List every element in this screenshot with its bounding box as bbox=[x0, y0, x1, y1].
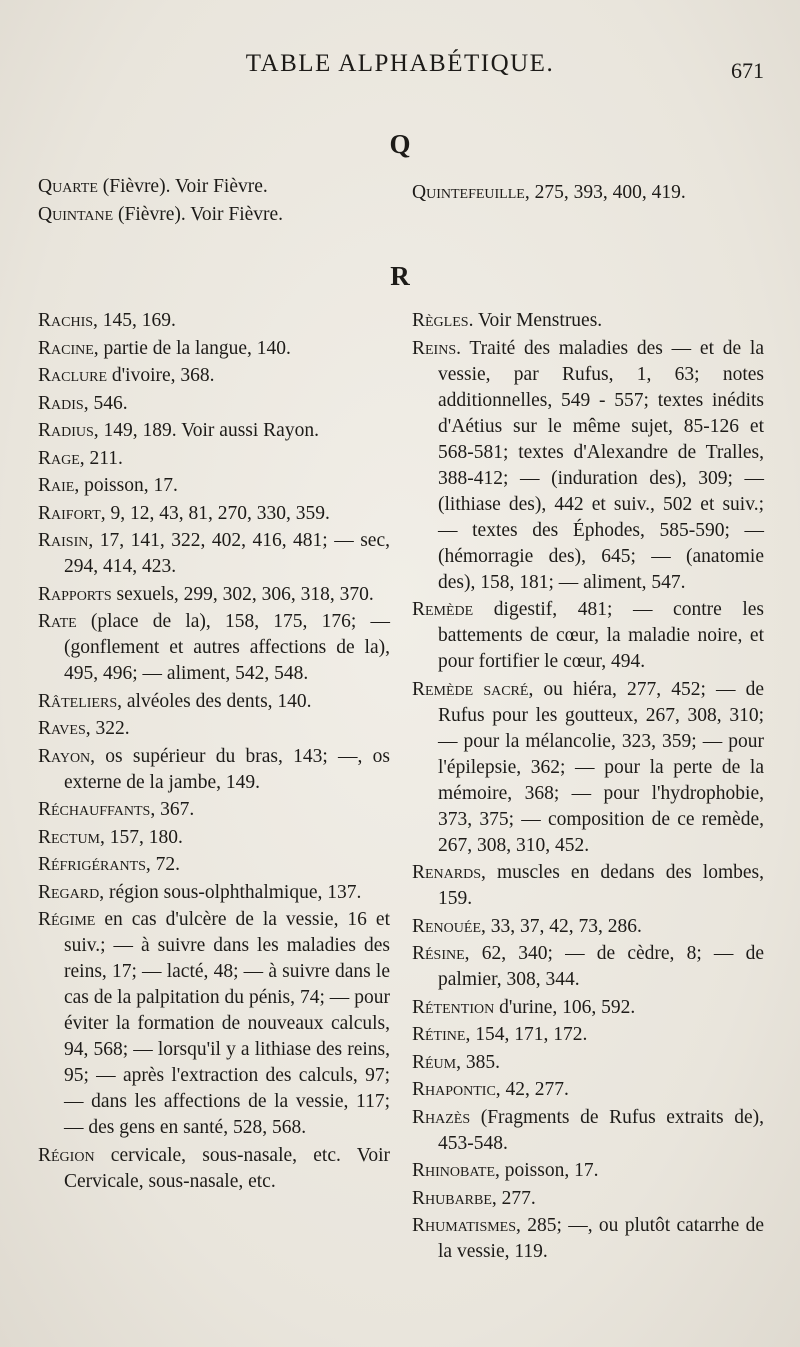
section-letter-q: Q bbox=[389, 129, 411, 159]
q-left-column bbox=[38, 174, 368, 229]
entry-headword: Raves bbox=[38, 718, 86, 739]
entry-headword: Rétention bbox=[412, 996, 495, 1018]
entry-references: , 275, 393, 400, 419. bbox=[524, 182, 686, 203]
entry-headword: Rachis bbox=[38, 310, 94, 331]
entry-references: , os supérieur du bras, 143; —, os externe de la jambe, 149. bbox=[64, 745, 390, 793]
entry-headword: Rhubarbe bbox=[412, 1187, 492, 1209]
entry-headword: Râteliers bbox=[38, 690, 118, 712]
entry-headword: Réum bbox=[412, 1051, 457, 1073]
entry-references: , région sous-olphthalmique, 137. bbox=[99, 881, 362, 903]
entry-headword: Raifort bbox=[38, 502, 101, 524]
index-entry bbox=[412, 1158, 764, 1184]
entry-references: d'ivoire, 368. bbox=[107, 365, 215, 386]
index-entry bbox=[38, 609, 390, 687]
entry-headword: Règles bbox=[412, 310, 469, 331]
q-right-column bbox=[412, 180, 764, 208]
entry-references: sexuels, 299, 302, 306, 318, 370. bbox=[111, 583, 374, 605]
index-entry bbox=[38, 825, 390, 851]
entry-references: (Fièvre). Voir Fièvre. bbox=[113, 203, 284, 225]
entry-references: , 322. bbox=[85, 718, 130, 739]
entry-references: (place de la), 158, 175, 176; — (gonflement et autres affections de la), 495, 496; — aliment, 542, 548. bbox=[64, 611, 390, 684]
entry-headword: Remède bbox=[412, 599, 474, 620]
entry-headword: Quarte bbox=[38, 176, 98, 197]
index-entry bbox=[412, 1050, 764, 1076]
entry-references: , 42, 277. bbox=[495, 1079, 569, 1100]
entry-references: , 285; —, ou plutôt catarrhe de la vessie, 119. bbox=[438, 1215, 764, 1262]
index-entry bbox=[38, 582, 390, 608]
entry-headword: Réchauffants bbox=[38, 799, 151, 820]
entry-references: en cas d'ulcère de la vessie, 16 et suiv.; — à suivre dans les maladies des reins, 17; — lacté, 48; — à suivre dans le cas de la palpitation du pénis, 74; — pour éviter la formation de nouveaux calculs, 94, 568; — lorsqu'il y a lithiase des reins, 95; — après l'extraction des calculs, 97; — dans les affections de la vessie, 117; — des gens en santé, 528, 568. bbox=[64, 909, 390, 1138]
entry-headword: Renards bbox=[412, 862, 482, 883]
index-entry bbox=[412, 941, 764, 993]
index-entry bbox=[38, 797, 390, 823]
entry-headword: Rhinobate bbox=[412, 1160, 495, 1181]
entry-headword: Rétine bbox=[412, 1024, 466, 1045]
entry-headword: Racine bbox=[38, 337, 94, 359]
index-entry bbox=[38, 907, 390, 1141]
entry-references: d'urine, 106, 592. bbox=[494, 996, 636, 1018]
index-entry bbox=[38, 363, 390, 389]
index-entry bbox=[38, 418, 390, 444]
index-entry bbox=[38, 716, 390, 742]
entry-references: , poisson, 17. bbox=[495, 1160, 599, 1181]
entry-references: , ou hiéra, 277, 452; — de Rufus pour les goutteux, 267, 308, 310; — pour la mélancolie, 323, 359; — pour l'épilepsie, 362; — pour la perte de la mémoire, 368; — pour l'hydrophobie, 373, 375; — composition de ce remède, 267, 308, 310, 452. bbox=[438, 678, 764, 856]
index-entry bbox=[412, 1186, 764, 1212]
entry-references: , 33, 37, 42, 73, 286. bbox=[481, 915, 642, 937]
index-entry bbox=[38, 744, 390, 796]
entry-headword: Raisin bbox=[38, 530, 89, 551]
index-entry bbox=[38, 308, 390, 334]
entry-references: , poisson, 17. bbox=[74, 475, 178, 496]
index-entry bbox=[412, 308, 764, 334]
entry-references: , 9, 12, 43, 81, 270, 330, 359. bbox=[100, 502, 330, 524]
entry-references: , 17, 141, 322, 402, 416, 481; — sec, 294, 414, 423. bbox=[64, 530, 390, 577]
entry-headword: Rapports bbox=[38, 583, 112, 605]
entry-headword: Rhumatismes bbox=[412, 1215, 517, 1236]
entry-references: . Traité des maladies des — et de la vessie, par Rufus, 1, 63; notes additionnelles, 549 - 557; textes inédits d'Aétius sur le même sujet, 85-126 et 568-581; textes d'Alexandre de Tralles, 388-412; — (induration des), 309; — (lithiase des), 442 et suiv., 502 et suiv.; — textes des Éphodes, 585-590; — (hémorragie des), 645; — (anatomie des), 158, 181; — aliment, 547. bbox=[438, 337, 764, 593]
entry-references: , 211. bbox=[79, 447, 123, 469]
entry-references: , alvéoles des dents, 140. bbox=[117, 690, 312, 712]
entry-references: (Fièvre). Voir Fièvre. bbox=[97, 176, 268, 197]
entry-references: cervicale, sous-nasale, etc. Voir Cervicale, sous-nasale, etc. bbox=[64, 1144, 390, 1192]
r-left-column bbox=[38, 308, 390, 1196]
entry-references: , 385. bbox=[456, 1051, 500, 1073]
entry-headword: Régime bbox=[38, 909, 96, 930]
index-entry bbox=[38, 528, 390, 580]
index-entry bbox=[412, 180, 764, 206]
index-entry bbox=[38, 391, 390, 417]
index-entry bbox=[412, 1105, 764, 1157]
entry-headword: Région bbox=[38, 1144, 95, 1166]
entry-references: . Voir Menstrues. bbox=[468, 310, 603, 331]
entry-references: , 149, 189. Voir aussi Rayon. bbox=[93, 420, 319, 441]
entry-references: , 546. bbox=[83, 392, 128, 414]
entry-references: (Fragments de Rufus extraits de), 453-548. bbox=[438, 1106, 764, 1154]
entry-references: , 62, 340; — de cèdre, 8; — de palmier, 308, 344. bbox=[438, 943, 764, 990]
section-letter-r: R bbox=[390, 261, 410, 291]
index-entry bbox=[38, 202, 368, 228]
entry-references: , partie de la langue, 140. bbox=[93, 337, 291, 359]
index-entry bbox=[38, 473, 390, 499]
index-entry bbox=[412, 914, 764, 940]
entry-headword: Rate bbox=[38, 611, 77, 632]
entry-references: , muscles en dedans des lombes, 159. bbox=[438, 862, 764, 909]
entry-references: , 157, 180. bbox=[100, 826, 183, 848]
entry-headword: Réfrigérants bbox=[38, 854, 146, 875]
entry-headword: Renouée bbox=[412, 915, 481, 937]
entry-references: , 277. bbox=[491, 1187, 536, 1209]
entry-references: , 154, 171, 172. bbox=[465, 1024, 588, 1045]
index-entry bbox=[412, 860, 764, 912]
index-entry bbox=[412, 1022, 764, 1048]
entry-headword: Reins bbox=[412, 337, 457, 359]
index-entry bbox=[412, 677, 764, 859]
entry-headword: Raie bbox=[38, 475, 75, 496]
index-entry bbox=[38, 446, 390, 472]
index-entry bbox=[412, 336, 764, 596]
entry-headword: Rhazès bbox=[412, 1106, 471, 1128]
index-entry bbox=[38, 880, 390, 906]
index-entry bbox=[38, 1143, 390, 1195]
entry-references: , 367. bbox=[150, 799, 195, 820]
entry-headword: Radius bbox=[38, 420, 94, 441]
index-entry bbox=[38, 689, 390, 715]
entry-headword: Remède sacré bbox=[412, 678, 529, 700]
entry-headword: Rayon bbox=[38, 745, 91, 767]
entry-references: , 72. bbox=[145, 854, 181, 875]
entry-references: digestif, 481; — contre les battements de cœur, la maladie noire, et pour fortifier le cœur, 494. bbox=[438, 599, 764, 672]
index-entry bbox=[412, 597, 764, 675]
page-number: 671 bbox=[731, 58, 764, 83]
entry-headword: Radis bbox=[38, 392, 84, 414]
index-entry bbox=[38, 336, 390, 362]
index-entry bbox=[412, 1077, 764, 1103]
index-entry bbox=[412, 995, 764, 1021]
entry-headword: Rectum bbox=[38, 826, 101, 848]
entry-references: , 145, 169. bbox=[93, 310, 176, 331]
running-header: TABLE ALPHABÉTIQUE. bbox=[245, 50, 555, 77]
entry-headword: Quintefeuille bbox=[412, 182, 525, 203]
entry-headword: Raclure bbox=[38, 365, 108, 386]
index-entry bbox=[38, 174, 368, 200]
r-right-column bbox=[412, 308, 764, 1267]
entry-headword: Regard bbox=[38, 881, 100, 903]
entry-headword: Rhapontic bbox=[412, 1079, 496, 1100]
index-entry bbox=[38, 501, 390, 527]
entry-headword: Rage bbox=[38, 447, 80, 469]
index-entry bbox=[412, 1213, 764, 1265]
entry-headword: Quintane bbox=[38, 203, 114, 225]
index-entry bbox=[38, 852, 390, 878]
entry-headword: Résine bbox=[412, 943, 465, 964]
